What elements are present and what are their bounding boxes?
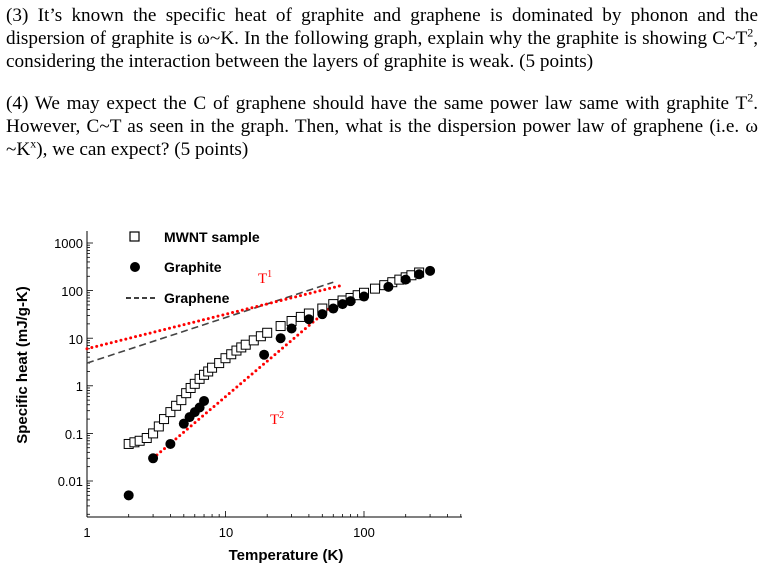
y-tick-label-10: 10 bbox=[68, 332, 83, 347]
legend-label-graphene: Graphene bbox=[164, 290, 230, 306]
q4-text-mid: . However, C~T as seen in the graph. Then, what is the dispersion power law of graphene (i.e. ω ~K bbox=[6, 93, 758, 160]
t1-annotation bbox=[258, 269, 272, 287]
t2-guide-line bbox=[153, 305, 333, 458]
graphite-data-point bbox=[165, 439, 175, 449]
y-axis-label: Specific heat (mJ/g-K) bbox=[14, 286, 31, 444]
t1-superscript: 1 bbox=[267, 269, 273, 280]
graphite-data-point bbox=[317, 309, 327, 319]
graphite-data-point bbox=[346, 296, 356, 306]
graphite-data-point bbox=[425, 266, 435, 276]
q4-superscript-x: x bbox=[30, 136, 37, 151]
graphite-data-point bbox=[383, 282, 393, 292]
t2-label: T bbox=[270, 412, 280, 428]
y-tick-label-1000: 1000 bbox=[54, 236, 83, 251]
y-tick-label-0.01: 0.01 bbox=[57, 474, 83, 489]
legend-label-mwnt: MWNT sample bbox=[164, 229, 260, 245]
t1-label: T bbox=[258, 271, 268, 287]
graphite-data-point bbox=[287, 323, 297, 333]
graphite-data-point bbox=[359, 292, 369, 302]
x-tick-label-1: 1 bbox=[83, 525, 91, 540]
q3-text-pre: (3) It’s known the specific heat of graphite and graphene is dominated by phonon and the dispersion of graphite is ω~K. In the following graph, explain why the graphite is showing C~T bbox=[6, 5, 758, 49]
q4-superscript: 2 bbox=[747, 90, 754, 105]
legend-marker-graphite bbox=[130, 262, 140, 272]
graphite-data-point bbox=[414, 269, 424, 279]
q4-text-post: ), we can expect? (5 points) bbox=[36, 139, 249, 160]
q3-text-post: , considering the interaction between the layers of graphite is weak. (5 points) bbox=[6, 28, 758, 72]
graphite-data-point bbox=[199, 396, 209, 406]
t2-superscript: 2 bbox=[279, 410, 285, 421]
graphite-data-point bbox=[401, 275, 411, 285]
x-tick-label-100: 100 bbox=[353, 525, 375, 540]
graphite-data-point bbox=[276, 333, 286, 343]
mwnt-data-point bbox=[263, 328, 272, 337]
y-tick-label-1: 1 bbox=[75, 379, 83, 394]
q3-superscript: 2 bbox=[747, 25, 754, 40]
mwnt-data-point bbox=[370, 284, 379, 293]
y-tick-label-100: 100 bbox=[61, 284, 83, 299]
graphite-data-point bbox=[328, 304, 338, 314]
graphite-data-point bbox=[148, 453, 158, 463]
y-tick-label-0.1: 0.1 bbox=[64, 427, 83, 442]
graphite-data-point bbox=[124, 490, 134, 500]
mwnt-data-point bbox=[276, 322, 285, 331]
legend-label-graphite: Graphite bbox=[164, 259, 222, 275]
t2-annotation bbox=[270, 410, 284, 428]
q4-text-pre: (4) We may expect the C of graphene should have the same power law same with graphite T bbox=[6, 93, 748, 114]
graphite-data-point bbox=[259, 350, 269, 360]
x-tick-label-10: 10 bbox=[218, 525, 234, 540]
graphite-data-point bbox=[304, 314, 314, 324]
legend-marker-mwnt bbox=[130, 232, 139, 241]
x-axis-label: Temperature (K) bbox=[228, 547, 344, 564]
